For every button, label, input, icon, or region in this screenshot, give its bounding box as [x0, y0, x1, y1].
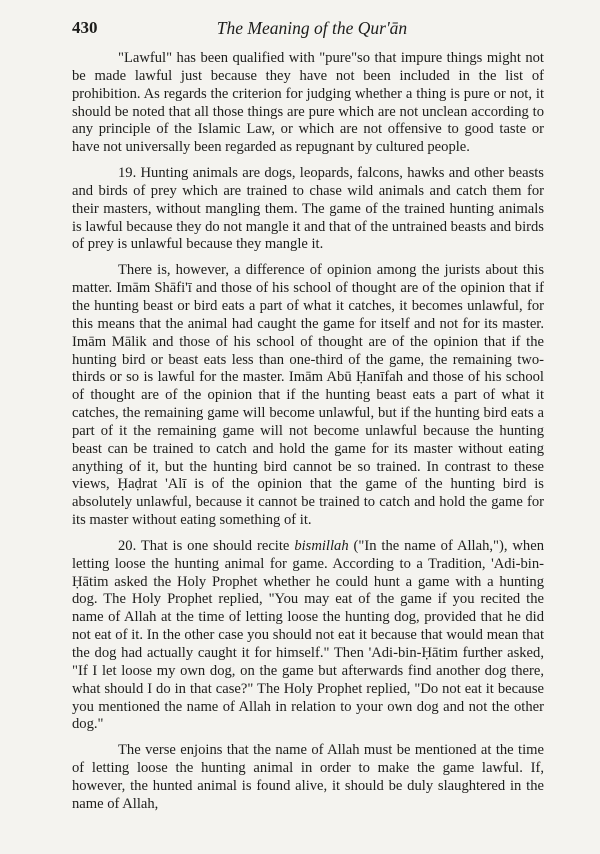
paragraph-note-20	[72, 538, 544, 734]
paragraph-jurists-opinion: There is, however, a difference of opinion among the jurists about this matter. Imām Shāfi'ī and those of his school of thought are of the opinion that if the hunting beast or bird eats a part of what it catches, it becomes unlawful, for this means that the animal had caught the game for itself and not for its master. Imām Mālik and those of his school of thought are of the opinion that if the hunting bird or beast eats less than one-third of the game, the remaining two-thirds or so is lawful for the master. Imām Abū Ḥanīfah and those of his school of thought are of the opinion that if the hunting beast eats a part of what it catches, the remaining game will become unlawful, but if the hunting bird eats a part of it the remaining game will not become unlawful because the hunting beast can be trained to catch and hold the game for its master without eating anything of it, but the hunting bird cannot be so trained. In contrast to these views, Ḥaḍrat 'Alī is of the opinion that the game of the hunting bird is absolutely unlawful, because it cannot be trained to catch and hold the game for its master without eating something of it.	[72, 262, 544, 529]
running-title: The Meaning of the Qur'ān	[216, 18, 408, 38]
paragraph-lawful-pure: "Lawful" has been qualified with "pure"so that impure things might not be made lawful just because they have not been included in the list of prohibition. As regards the criterion for judging whether a thing is pure or not, it should be noted that all those things are pure which are not unclean according to any principle of the Islamic Law, or which are not offensive to good taste or have not universally been regarded as repugnant by cultured people.	[72, 50, 544, 156]
note-20-body: ("In the name of Allah,"), when letting loose the hunting animal for game. According to a Tradition, 'Adi-bin-Ḥātim asked the Holy Prophet whether he could hunt a game with a hunting dog. The Holy Prophet replied, "You may eat of the game if you recited the name of Allah at the time of letting loose the hunting dog, provided that he did not eat of it. In the other case you should not eat it because that would mean that the dog had actually caught it for himself." Then 'Adi-bin-Ḥātim further asked, "If I let loose my own dog, on the game but afterwards find another dog there, what should I do in that case?" The Holy Prophet replied, "Do not eat it because you mentioned the name of Allah in relation to your own dog and not the other dog."	[72, 537, 544, 733]
body-text	[72, 50, 544, 822]
bismillah-term: bismillah	[294, 537, 349, 554]
paragraph-note-19: 19. Hunting animals are dogs, leopards, falcons, hawks and other beasts and birds of prey which are trained to chase wild animals and catch them for their masters, without mangling them. The game of the trained hunting animals is lawful because they do not mangle it and that of the untrained beasts and birds of prey is unlawful because they mangle it.	[72, 165, 544, 253]
note-20-intro: 20. That is one should recite	[118, 537, 295, 554]
page-number: 430	[72, 18, 98, 37]
paragraph-verse-enjoins: The verse enjoins that the name of Allah must be mentioned at the time of letting loose the hunting animal in order to make the game lawful. If, however, the hunted animal is found alive, it should be duly slaughtered in the name of Allah,	[72, 742, 544, 812]
page-header	[72, 18, 552, 42]
